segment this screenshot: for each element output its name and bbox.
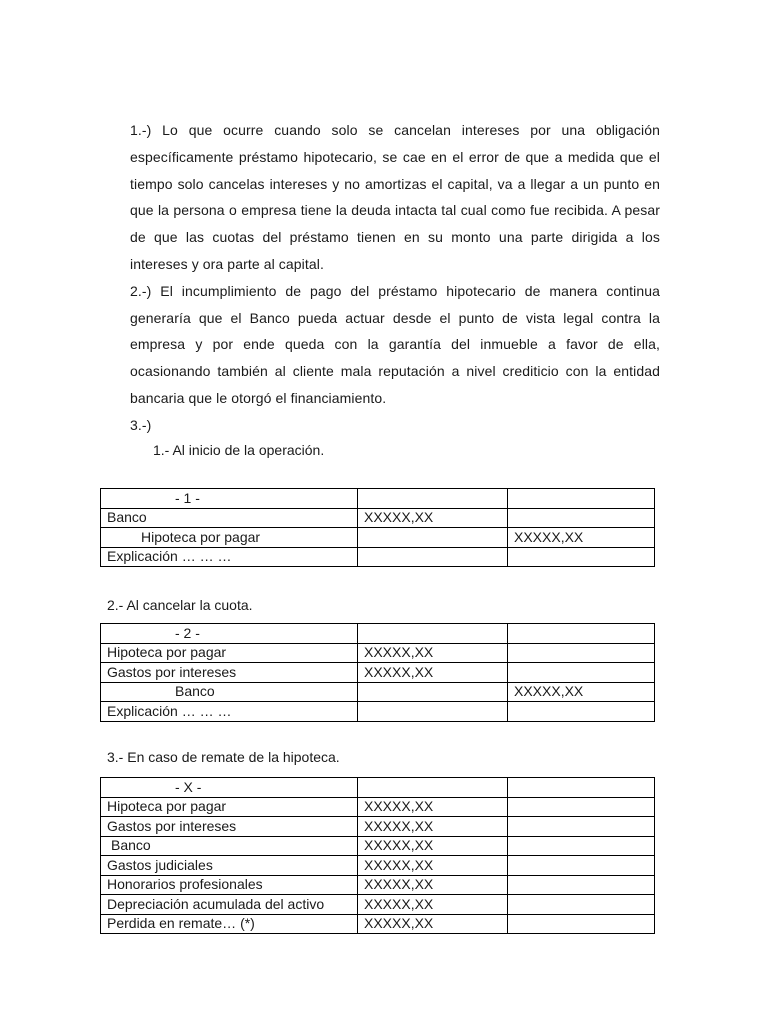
- debit-cell: XXXXX,XX: [358, 856, 508, 876]
- entry-number: - 2 -: [101, 624, 358, 644]
- body-text: [130, 117, 660, 439]
- debit-cell: XXXXX,XX: [358, 895, 508, 915]
- table-row: [101, 875, 655, 895]
- debit-cell: XXXXX,XX: [358, 797, 508, 817]
- credit-cell: [508, 624, 655, 644]
- table-row: [101, 508, 655, 528]
- debit-cell: XXXXX,XX: [358, 817, 508, 837]
- section-2-heading: 2.- Al cancelar la cuota.: [107, 597, 253, 613]
- section-1-heading: 1.- Al inicio de la operación.: [153, 442, 325, 458]
- debit-cell: XXXXX,XX: [358, 663, 508, 683]
- debit-cell: [358, 624, 508, 644]
- debit-cell: XXXXX,XX: [358, 643, 508, 663]
- table-row: [101, 624, 655, 644]
- table-row: [101, 817, 655, 837]
- journal-entry-table-2: [100, 623, 655, 722]
- credit-cell: [508, 643, 655, 663]
- credit-cell: XXXXX,XX: [508, 528, 655, 548]
- debit-cell: [358, 547, 508, 567]
- credit-cell: [508, 797, 655, 817]
- account-cell: Gastos por intereses: [101, 663, 358, 683]
- credit-cell: [508, 856, 655, 876]
- credit-cell: [508, 489, 655, 509]
- debit-cell: [358, 682, 508, 702]
- table-row: [101, 682, 655, 702]
- credit-cell: [508, 875, 655, 895]
- credit-cell: [508, 895, 655, 915]
- account-cell: Honorarios profesionales: [101, 875, 358, 895]
- debit-cell: [358, 778, 508, 798]
- table-row: [101, 663, 655, 683]
- debit-cell: XXXXX,XX: [358, 836, 508, 856]
- journal-entry-table-3: [100, 777, 655, 934]
- table-row: [101, 489, 655, 509]
- paragraph-1: 1.-) Lo que ocurre cuando solo se cancelan intereses por una obligación específicamente préstamo hipotecario, se cae en el error de que a medida que el tiempo solo cancelas intereses y no amortizas el capital, va a llegar a un punto en que la persona o empresa tiene la deuda intacta tal cual como fue recibida. A pesar de que las cuotas del préstamo tienen en su monto una parte dirigida a los intereses y ora parte al capital.: [130, 122, 660, 272]
- entry-number: - 1 -: [101, 489, 358, 509]
- debit-cell: [358, 489, 508, 509]
- credit-cell: [508, 836, 655, 856]
- credit-cell: [508, 914, 655, 934]
- table-row: [101, 547, 655, 567]
- account-cell: Depreciación acumulada del activo: [101, 895, 358, 915]
- debit-cell: [358, 528, 508, 548]
- debit-cell: XXXXX,XX: [358, 914, 508, 934]
- account-cell: Gastos judiciales: [101, 856, 358, 876]
- account-cell: Hipoteca por pagar: [101, 797, 358, 817]
- account-cell: Hipoteca por pagar: [101, 643, 358, 663]
- table-row: [101, 702, 655, 722]
- credit-cell: [508, 508, 655, 528]
- section-3-heading: 3.- En caso de remate de la hipoteca.: [107, 749, 340, 765]
- table-row: [101, 643, 655, 663]
- paragraph-3: 3.-): [130, 416, 152, 433]
- table-row: [101, 856, 655, 876]
- account-cell: Gastos por intereses: [101, 817, 358, 837]
- credit-cell: [508, 663, 655, 683]
- credit-cell: [508, 778, 655, 798]
- paragraph-2: 2.-) El incumplimiento de pago del préstamo hipotecario de manera continua generaría que el Banco pueda actuar desde el punto de vista legal contra la empresa y por ende queda con la garantía del inmueble a favor de ella, ocasionando también al cliente mala reputación a nivel crediticio con la entidad bancaria que le otorgó el financiamiento.: [130, 282, 660, 406]
- table-row: [101, 895, 655, 915]
- credit-cell: [508, 547, 655, 567]
- debit-cell: [358, 702, 508, 722]
- account-cell: Banco: [101, 836, 358, 856]
- table-row: [101, 914, 655, 934]
- explanation-cell: Explicación … … …: [101, 547, 358, 567]
- explanation-cell: Explicación … … …: [101, 702, 358, 722]
- credit-cell: XXXXX,XX: [508, 682, 655, 702]
- table-row: [101, 778, 655, 798]
- entry-number: - X -: [101, 778, 358, 798]
- credit-cell: [508, 817, 655, 837]
- account-cell: Perdida en remate… (*): [101, 914, 358, 934]
- debit-cell: XXXXX,XX: [358, 875, 508, 895]
- account-cell: Hipoteca por pagar: [101, 528, 358, 548]
- credit-cell: [508, 702, 655, 722]
- table-row: [101, 797, 655, 817]
- debit-cell: XXXXX,XX: [358, 508, 508, 528]
- account-cell: Banco: [101, 508, 358, 528]
- account-cell: Banco: [101, 682, 358, 702]
- journal-entry-table-1: [100, 488, 655, 567]
- table-row: [101, 836, 655, 856]
- table-row: [101, 528, 655, 548]
